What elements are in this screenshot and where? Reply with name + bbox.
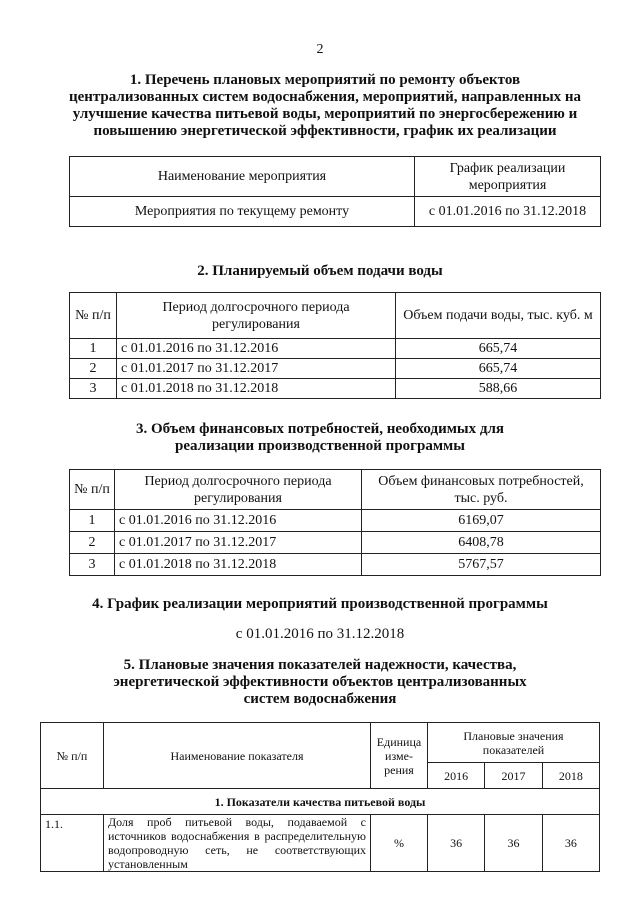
year-2017: 2017: [485, 763, 542, 789]
row-num: 1: [70, 510, 115, 532]
row-period: с 01.01.2017 по 31.12.2017: [115, 532, 362, 554]
section1-title: [40, 72, 610, 140]
row-period: с 01.01.2016 по 31.12.2016: [117, 339, 396, 359]
year-2018: 2018: [542, 763, 599, 789]
row-value-2018: 36: [542, 815, 599, 872]
year-2016: 2016: [428, 763, 485, 789]
row-volume: 665,74: [396, 359, 601, 379]
section3-title: [0, 421, 640, 455]
row-finance: 6408,78: [362, 532, 601, 554]
section5-title-line: 5. Плановые значения показателей надежности, качества,: [123, 657, 517, 673]
row-finance: 5767,57: [362, 554, 601, 576]
col-header-period: Период долгосрочного периода регулирования: [117, 293, 396, 339]
row-value-2017: 36: [485, 815, 542, 872]
section5-title: [0, 657, 640, 708]
col-header-num: № п/п: [70, 293, 117, 339]
row-period: с 01.01.2018 по 31.12.2018: [117, 379, 396, 399]
row-period: с 01.01.2016 по 31.12.2016: [115, 510, 362, 532]
col-header-indicator: Наименование показателя: [104, 723, 371, 789]
activity-name: Мероприятия по текущему ремонту: [70, 197, 415, 227]
col-header-num: № п/п: [70, 470, 115, 510]
group-title: 1. Показатели качества питьевой воды: [41, 789, 600, 815]
col-header-unit: Единица изме-рения: [371, 723, 428, 789]
row-num: 2: [70, 359, 117, 379]
row-period: с 01.01.2017 по 31.12.2017: [117, 359, 396, 379]
row-num: 2: [70, 532, 115, 554]
col-header-period: Период долгосрочного периода регулирования: [115, 470, 362, 510]
col-header-num: № п/п: [41, 723, 104, 789]
water-volume-table: [69, 292, 601, 399]
row-num: 3: [70, 554, 115, 576]
row-indicator-name: Доля проб питьевой воды, подаваемой с источников водоснабжения в распределительную водопроводную сеть, не соответствующих установленным: [104, 815, 371, 872]
section3-title-line: реализации производственной программы: [175, 438, 465, 454]
row-volume: 588,66: [396, 379, 601, 399]
section1-title-line: улучшение качества питьевой воды, мероприятий по энергосбережению и: [72, 106, 578, 122]
row-period: с 01.01.2018 по 31.12.2018: [115, 554, 362, 576]
section1-title-line: повышению энергетической эффективности, график их реализации: [93, 123, 557, 139]
row-value-2016: 36: [428, 815, 485, 872]
section1-title-line: централизованных систем водоснабжения, мероприятий, направленных на: [68, 89, 582, 105]
row-unit: %: [371, 815, 428, 872]
row-num: 1: [70, 339, 117, 359]
section5-title-line: энергетической эффективности объектов централизованных: [113, 674, 527, 690]
col-header-activity: Наименование мероприятия: [70, 157, 415, 197]
section5-title-line: систем водоснабжения: [243, 691, 397, 707]
activity-schedule: с 01.01.2016 по 31.12.2018: [415, 197, 601, 227]
indicators-table: [40, 722, 600, 872]
section2-title: 2. Планируемый объем подачи воды: [197, 263, 443, 279]
section4-period: с 01.01.2016 по 31.12.2018: [235, 626, 405, 642]
row-num: 3: [70, 379, 117, 399]
page-number: 2: [316, 42, 324, 57]
col-header-finance: Объем финансовых потребностей, тыс. руб.: [362, 470, 601, 510]
activities-table: [69, 156, 601, 227]
financial-table: [69, 469, 601, 576]
col-header-schedule: График реализации мероприятия: [415, 157, 601, 197]
section1-title-line: 1. Перечень плановых мероприятий по ремонту объектов: [129, 72, 521, 88]
col-header-volume: Объем подачи воды, тыс. куб. м: [396, 293, 601, 339]
row-volume: 665,74: [396, 339, 601, 359]
section4-title: 4. График реализации мероприятий производственной программы: [92, 596, 548, 612]
col-header-plan: Плановые значения показателей: [428, 723, 600, 763]
row-finance: 6169,07: [362, 510, 601, 532]
row-num: 1.1.: [41, 815, 104, 872]
section3-title-line: 3. Объем финансовых потребностей, необходимых для: [135, 421, 505, 437]
